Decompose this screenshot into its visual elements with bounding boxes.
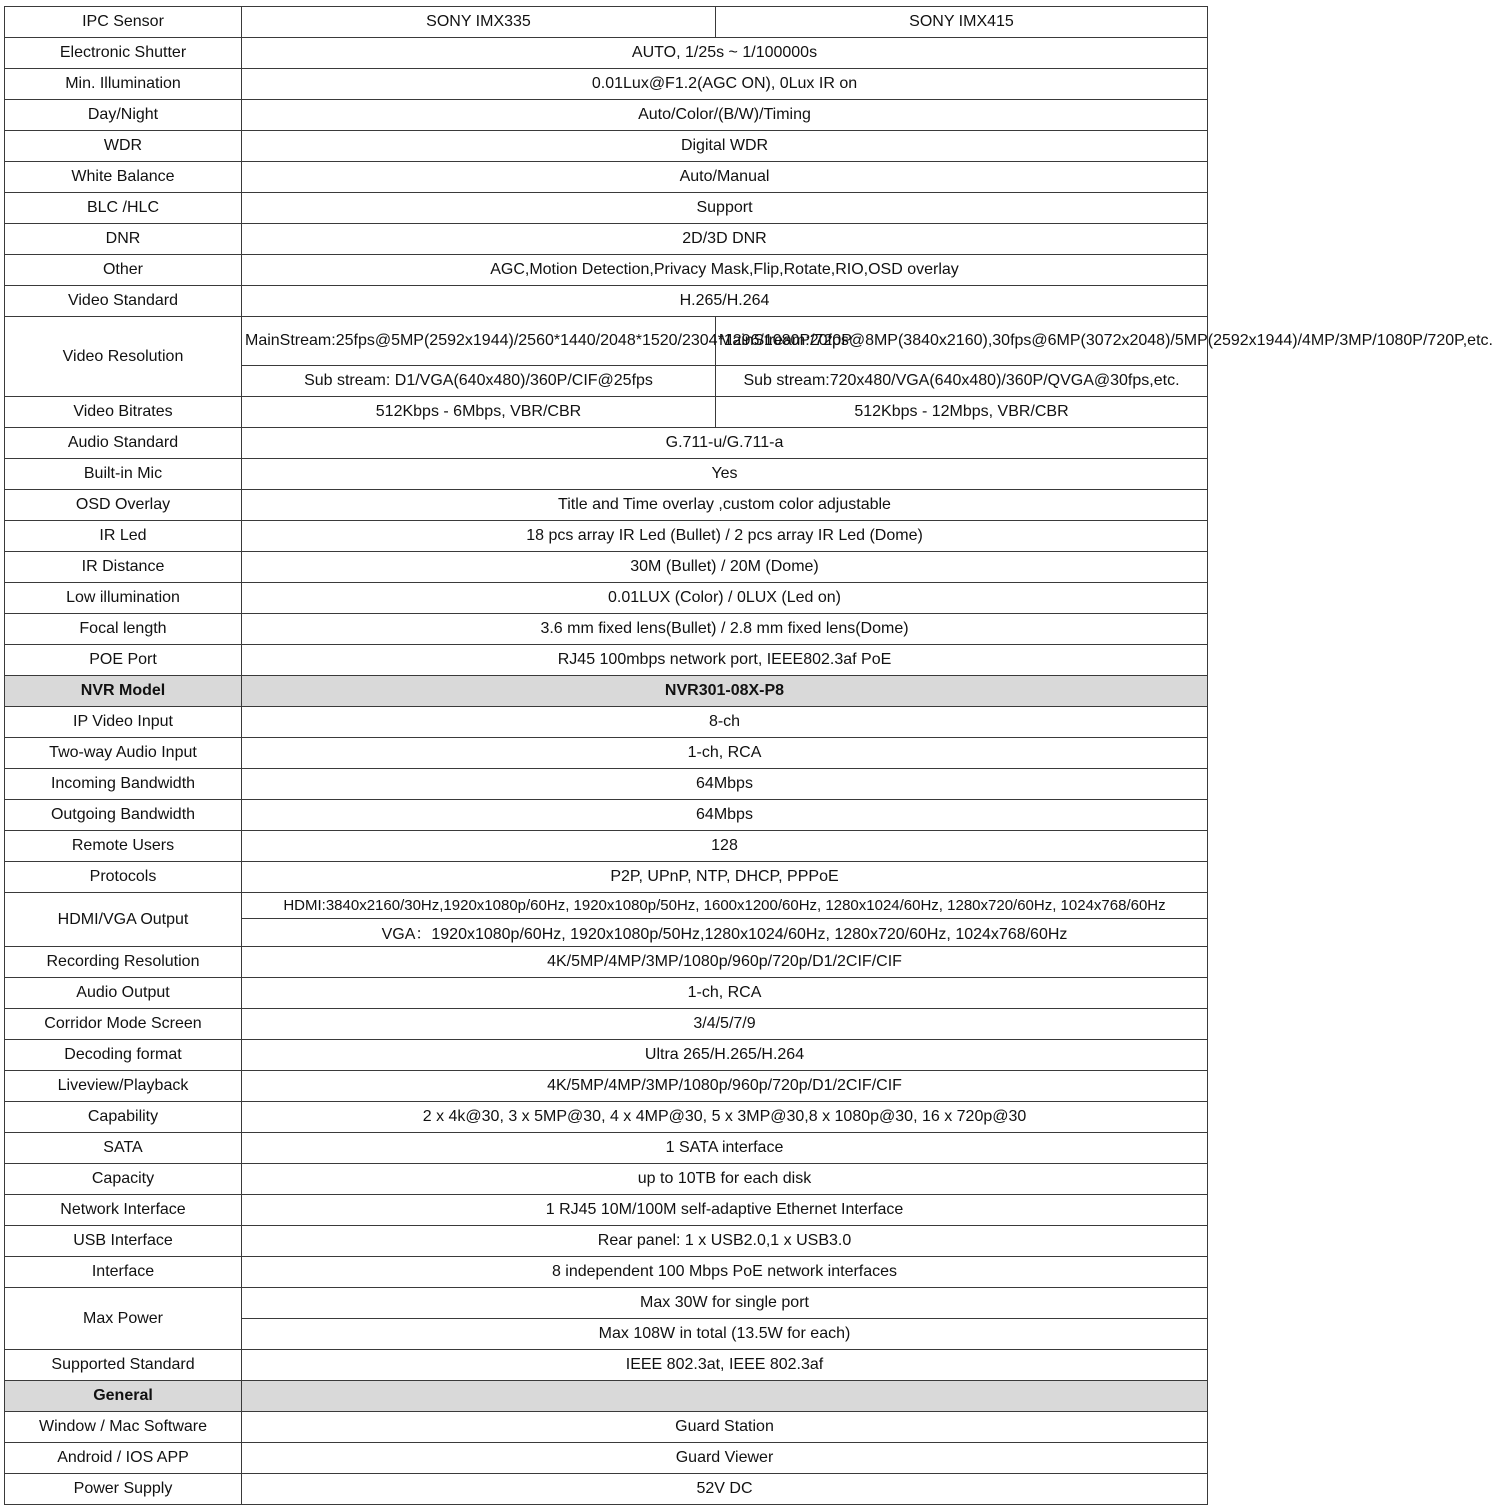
row-label: Interface (5, 1257, 242, 1288)
cell-value: Guard Station (242, 1412, 1208, 1443)
row-label: Incoming Bandwidth (5, 769, 242, 800)
table-row (5, 224, 1208, 255)
cell-value: Auto/Color/(B/W)/Timing (242, 100, 1208, 131)
table-row (5, 1040, 1208, 1071)
table-row (5, 1009, 1208, 1040)
table-row (5, 1474, 1208, 1505)
table-row (5, 428, 1208, 459)
row-label: Capacity (5, 1164, 242, 1195)
table-row (5, 38, 1208, 69)
row-label: BLC /HLC (5, 193, 242, 224)
cell-value: Title and Time overlay ,custom color adjustable (242, 490, 1208, 521)
row-label: Power Supply (5, 1474, 242, 1505)
table-row (5, 978, 1208, 1009)
row-label: Liveview/Playback (5, 1071, 242, 1102)
cell-value: Support (242, 193, 1208, 224)
cell-value: IEEE 802.3at, IEEE 802.3af (242, 1350, 1208, 1381)
cell-value: 1-ch, RCA (242, 738, 1208, 769)
table-row (5, 1443, 1208, 1474)
table-row (5, 738, 1208, 769)
row-label: USB Interface (5, 1226, 242, 1257)
table-row (5, 1164, 1208, 1195)
cell-value: P2P, UPnP, NTP, DHCP, PPPoE (242, 862, 1208, 893)
row-label: Supported Standard (5, 1350, 242, 1381)
row-label: IPC Sensor (5, 7, 242, 38)
cell-value: 1-ch, RCA (242, 978, 1208, 1009)
table-row (5, 490, 1208, 521)
row-label: Low illumination (5, 583, 242, 614)
row-label: Outgoing Bandwidth (5, 800, 242, 831)
row-label: OSD Overlay (5, 490, 242, 521)
table-row (5, 645, 1208, 676)
row-label: Corridor Mode Screen (5, 1009, 242, 1040)
cell-value: 18 pcs array IR Led (Bullet) / 2 pcs array IR Led (Dome) (242, 521, 1208, 552)
cell-value: Max 30W for single port (242, 1288, 1208, 1319)
spec-table (4, 6, 1493, 1505)
row-label: Video Bitrates (5, 397, 242, 428)
cell-value: 8-ch (242, 707, 1208, 738)
table-row (5, 1102, 1208, 1133)
section-label: General (5, 1381, 242, 1412)
table-row (5, 1350, 1208, 1381)
row-label: WDR (5, 131, 242, 162)
table-row (5, 317, 1208, 366)
table-row (5, 131, 1208, 162)
row-label: Android / IOS APP (5, 1443, 242, 1474)
row-label: Electronic Shutter (5, 38, 242, 69)
cell-value: AGC,Motion Detection,Privacy Mask,Flip,Rotate,RIO,OSD overlay (242, 255, 1208, 286)
row-label: Window / Mac Software (5, 1412, 242, 1443)
row-label: Audio Standard (5, 428, 242, 459)
table-row (5, 459, 1208, 490)
cell-value: VGA：1920x1080p/60Hz, 1920x1080p/50Hz,1280x1024/60Hz, 1280x720/60Hz, 1024x768/60Hz (242, 919, 1208, 947)
table-row (5, 583, 1208, 614)
row-label: Min. Illumination (5, 69, 242, 100)
section-value: NVR301-08X-P8 (242, 676, 1208, 707)
table-row (5, 162, 1208, 193)
row-label: Built-in Mic (5, 459, 242, 490)
row-label: Decoding format (5, 1040, 242, 1071)
cell-value: Ultra 265/H.265/H.264 (242, 1040, 1208, 1071)
cell-value: SONY IMX335 (242, 7, 716, 38)
cell-value: 8 independent 100 Mbps PoE network interfaces (242, 1257, 1208, 1288)
section-header-row (5, 676, 1208, 707)
row-label: IP Video Input (5, 707, 242, 738)
row-label: Focal length (5, 614, 242, 645)
cell-value: 512Kbps - 12Mbps, VBR/CBR (716, 397, 1208, 428)
row-label: Audio Output (5, 978, 242, 1009)
cell-value: 52V DC (242, 1474, 1208, 1505)
row-label: Protocols (5, 862, 242, 893)
row-label: Two-way Audio Input (5, 738, 242, 769)
section-header-row (5, 1381, 1208, 1412)
cell-value: 4K/5MP/4MP/3MP/1080p/960p/720p/D1/2CIF/CIF (242, 1071, 1208, 1102)
cell-value: AUTO, 1/25s ~ 1/100000s (242, 38, 1208, 69)
row-label: Max Power (5, 1288, 242, 1350)
cell-value: Max 108W in total (13.5W for each) (242, 1319, 1208, 1350)
row-label: Day/Night (5, 100, 242, 131)
cell-value: HDMI:3840x2160/30Hz,1920x1080p/60Hz, 1920x1080p/50Hz, 1600x1200/60Hz, 1280x1024/60Hz, 1280x720/60Hz, 1024x768/60Hz (242, 893, 1208, 919)
table-row (5, 397, 1208, 428)
table-row (5, 1133, 1208, 1164)
table-row (5, 800, 1208, 831)
cell-value: 2D/3D DNR (242, 224, 1208, 255)
cell-value: 30M (Bullet) / 20M (Dome) (242, 552, 1208, 583)
cell-value: Yes (242, 459, 1208, 490)
table-row (5, 100, 1208, 131)
row-label: Capability (5, 1102, 242, 1133)
cell-value: G.711-u/G.711-a (242, 428, 1208, 459)
row-label: Recording Resolution (5, 947, 242, 978)
cell-value: 3/4/5/7/9 (242, 1009, 1208, 1040)
section-label: NVR Model (5, 676, 242, 707)
row-label: IR Led (5, 521, 242, 552)
table-row (5, 831, 1208, 862)
row-label: IR Distance (5, 552, 242, 583)
table-row (5, 1412, 1208, 1443)
table-row (5, 552, 1208, 583)
table-row (5, 614, 1208, 645)
cell-value: 512Kbps - 6Mbps, VBR/CBR (242, 397, 716, 428)
row-label: DNR (5, 224, 242, 255)
cell-value: Guard Viewer (242, 1443, 1208, 1474)
row-label: POE Port (5, 645, 242, 676)
row-label: Remote Users (5, 831, 242, 862)
cell-value: 4K/5MP/4MP/3MP/1080p/960p/720p/D1/2CIF/CIF (242, 947, 1208, 978)
cell-value: MainStream:25fps@5MP(2592x1944)/2560*1440/2048*1520/2304*1296/1080P/720P (242, 317, 716, 366)
table-row (5, 69, 1208, 100)
section-value (242, 1381, 1208, 1412)
cell-value: 0.01Lux@F1.2(AGC ON), 0Lux IR on (242, 69, 1208, 100)
table-row (5, 286, 1208, 317)
row-label: Other (5, 255, 242, 286)
cell-value: Auto/Manual (242, 162, 1208, 193)
row-label: White Balance (5, 162, 242, 193)
table-row (5, 707, 1208, 738)
table-row (5, 193, 1208, 224)
cell-value: 1 SATA interface (242, 1133, 1208, 1164)
row-label: HDMI/VGA Output (5, 893, 242, 947)
cell-value: 0.01LUX (Color) / 0LUX (Led on) (242, 583, 1208, 614)
table-row (5, 521, 1208, 552)
row-label: Video Resolution (5, 317, 242, 397)
cell-value: 64Mbps (242, 769, 1208, 800)
row-label: SATA (5, 1133, 242, 1164)
table-row (5, 255, 1208, 286)
cell-value: RJ45 100mbps network port, IEEE802.3af PoE (242, 645, 1208, 676)
cell-value: Digital WDR (242, 131, 1208, 162)
cell-value: up to 10TB for each disk (242, 1164, 1208, 1195)
table-row (5, 1071, 1208, 1102)
table-row (5, 1226, 1208, 1257)
table-row (5, 862, 1208, 893)
cell-value: H.265/H.264 (242, 286, 1208, 317)
table-row (5, 947, 1208, 978)
table-row (5, 1195, 1208, 1226)
cell-value: Rear panel: 1 x USB2.0,1 x USB3.0 (242, 1226, 1208, 1257)
cell-value: Sub stream:720x480/VGA(640x480)/360P/QVGA@30fps,etc. (716, 366, 1208, 397)
cell-value: 1 RJ45 10M/100M self-adaptive Ethernet Interface (242, 1195, 1208, 1226)
row-label: Network Interface (5, 1195, 242, 1226)
table-row (5, 893, 1208, 919)
table-row (5, 769, 1208, 800)
table-row (5, 1257, 1208, 1288)
cell-value: MainStream:20fps@8MP(3840x2160),30fps@6MP(3072x2048)/5MP(2592x1944)/4MP/3MP/1080P/720P,etc. (716, 317, 1208, 366)
row-label: Video Standard (5, 286, 242, 317)
table-row (5, 1288, 1208, 1319)
cell-value: 128 (242, 831, 1208, 862)
cell-value: 2 x 4k@30, 3 x 5MP@30, 4 x 4MP@30, 5 x 3MP@30,8 x 1080p@30, 16 x 720p@30 (242, 1102, 1208, 1133)
cell-value: 3.6 mm fixed lens(Bullet) / 2.8 mm fixed lens(Dome) (242, 614, 1208, 645)
cell-value: SONY IMX415 (716, 7, 1208, 38)
cell-value: 64Mbps (242, 800, 1208, 831)
cell-value: Sub stream: D1/VGA(640x480)/360P/CIF@25fps (242, 366, 716, 397)
table-row (5, 7, 1208, 38)
